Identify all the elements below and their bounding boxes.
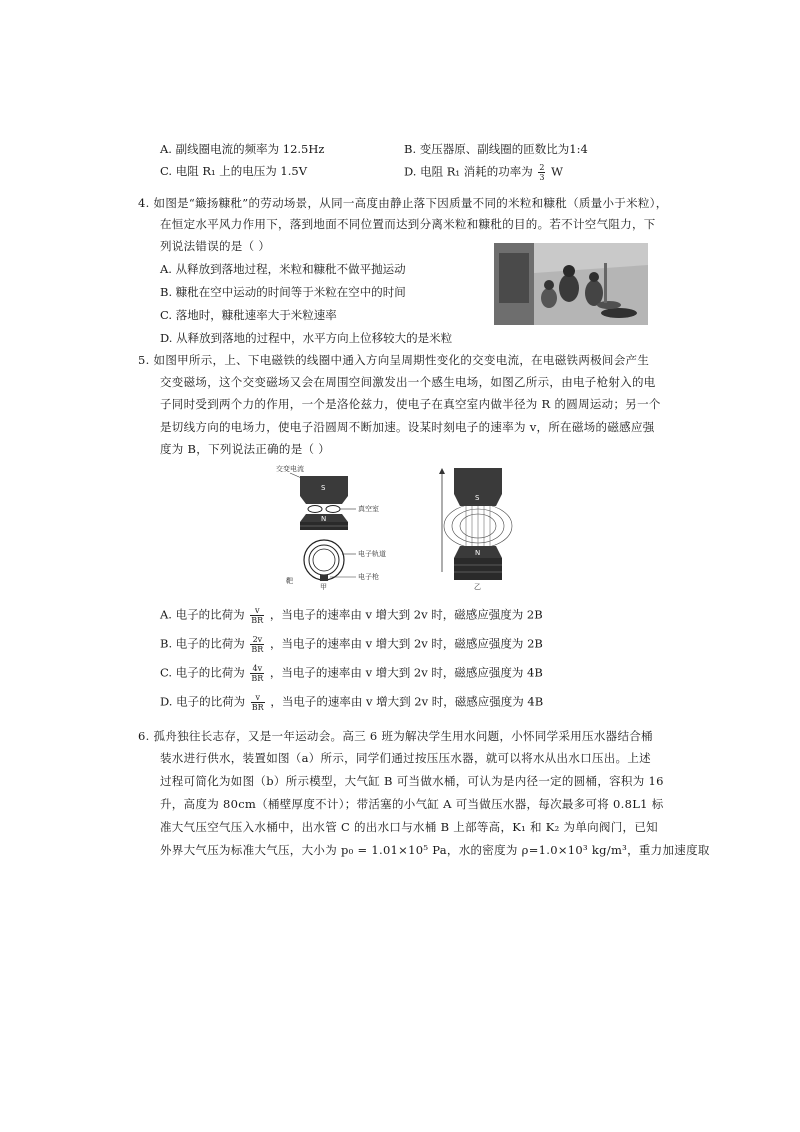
q3-option-d [404, 163, 563, 182]
q5-option-d-prefix: D. 电子的比荷为 [160, 694, 246, 709]
q5-option-c-fraction [250, 664, 264, 683]
q5-stem-line-3: 子同时受到两个力的作用，一个是洛伦兹力，使电子在真空室内做半径为 R 的圆周运动；另一个 [160, 397, 661, 411]
label-electron-gun: 电子枪 [358, 573, 379, 581]
fraction-denominator: BR [251, 674, 264, 683]
q5-option-c-prefix: C. 电子的比荷为 [160, 665, 245, 680]
q5-option-b [160, 635, 543, 654]
q4-stem-line-3: 列说法错误的是（ ） [160, 239, 271, 253]
label-electron-orbit: 电子轨道 [358, 550, 386, 558]
q3-option-a: A. 副线圈电流的频率为 12.5Hz [160, 142, 325, 156]
q5-option-a [160, 606, 543, 625]
q6-stem-line-3: 过程可简化为如图（b）所示模型，大气缸 B 可当做水桶，可认为是内径一定的圆桶，容积为 16 [160, 774, 664, 788]
figure-jia-betatron-diagram [270, 462, 400, 590]
q5-option-b-prefix: B. 电子的比荷为 [160, 636, 245, 651]
fraction-denominator: BR [251, 645, 264, 654]
q5-stem-line-1: 5. 如图甲所示，上、下电磁铁的线圈中通入方向呈周期性变化的交变电流，在电磁铁两极间会产生 [138, 353, 650, 367]
q5-option-a-prefix: A. 电子的比荷为 [160, 607, 245, 622]
q5-option-c [160, 664, 543, 683]
q3-option-d-unit: W [551, 164, 563, 179]
label-ac-current: 交变电流 [276, 465, 304, 473]
q5-stem-line-5: 度为 B，下列说法正确的是（ ） [160, 442, 331, 456]
q5-option-b-suffix: ，当电子的速率由 v 增大到 2v 时，磁感应强度为 2B [269, 636, 543, 651]
winnowing-scene-image [494, 243, 648, 325]
q5-option-c-suffix: ，当电子的速率由 v 增大到 2v 时，磁感应强度为 4B [269, 665, 543, 680]
label-figure-jia: 甲 [320, 583, 327, 590]
q5-stem-line-2: 交变磁场，这个交变磁场又会在周围空间激发出一个感生电场，如图乙所示，由电子枪射入的电 [160, 375, 656, 389]
q6-stem-line-5: 准大气压空气压入水桶中，出水管 C 的出水口与水桶 B 上部等高，K₁ 和 K₂ 为单向阀门，已知 [160, 820, 658, 834]
q3-option-d-text: D. 电阻 R₁ 消耗的功率为 [404, 164, 533, 179]
q3-option-d-fraction [538, 163, 545, 182]
q5-option-d-suffix: ，当电子的速率由 v 增大到 2v 时，磁感应强度为 4B [270, 694, 544, 709]
q3-option-b: B. 变压器原、副线圈的匝数比为1:4 [404, 142, 588, 156]
q5-stem-line-4: 是切线方向的电场力，使电子沿圆周不断加速。设某时刻电子的速率为 v，所在磁场的磁感应强 [160, 420, 655, 434]
label-s-pole: S [321, 484, 326, 492]
q4-option-a: A. 从释放到落地过程，米粒和糠秕不做平抛运动 [160, 262, 406, 276]
q5-option-a-fraction [250, 606, 264, 625]
q4-option-b: B. 糠秕在空中运动的时间等于米粒在空中的时间 [160, 285, 406, 299]
label-target: 靶 [286, 577, 293, 585]
fraction-numerator: v [250, 606, 264, 616]
fraction-denominator: BR [251, 703, 264, 712]
q6-stem-line-6: 外界大气压为标准大气压，大小为 p₀ = 1.01×10⁵ Pa，水的密度为 ρ=1.0×10³ kg/m³，重力加速度取 [160, 843, 710, 857]
q4-stem-line-1: 4. 如图是“簸扬糠秕”的劳动场景，从同一高度由静止落下因质量不同的米粒和糠秕（质量小于米粒）， [138, 196, 668, 210]
label-n-pole: N [321, 515, 327, 523]
label-vacuum-chamber: 真空室 [358, 505, 379, 513]
figure-yi-field-diagram [420, 462, 530, 590]
fraction-numerator: v [251, 693, 265, 703]
fraction-denominator: BR [251, 616, 264, 625]
q4-stem-line-2: 在恒定水平风力作用下，落到地面不同位置而达到分离米粒和糠秕的目的。若不计空气阻力，下 [160, 217, 656, 231]
q4-option-c: C. 落地时，糠秕速率大于米粒速率 [160, 308, 337, 322]
fraction-numerator: 2v [250, 635, 264, 645]
label-n-pole-yi: N [475, 549, 481, 557]
fraction-numerator: 4v [250, 664, 264, 674]
q5-option-d [160, 693, 543, 712]
q5-option-a-suffix: ，当电子的速率由 v 增大到 2v 时，磁感应强度为 2B [269, 607, 543, 622]
q5-option-b-fraction [250, 635, 264, 654]
fraction-denominator: 3 [539, 173, 545, 182]
q3-option-c: C. 电阻 R₁ 上的电压为 1.5V [160, 164, 308, 178]
label-s-pole-yi: S [475, 494, 480, 502]
q5-option-d-fraction [251, 693, 265, 712]
label-figure-yi: 乙 [474, 583, 481, 590]
q6-stem-line-1: 6. 孤舟独往长志存，又是一年运动会。高三 6 班为解决学生用水问题，小怀同学采用压水器结合桶 [138, 729, 653, 743]
q6-stem-line-2: 装水进行供水，装置如图（a）所示，同学们通过按压压水器，就可以将水从出水口压出。上述 [160, 751, 651, 765]
q6-stem-line-4: 升，高度为 80cm（桶壁厚度不计）；带活塞的小气缸 A 可当做压水器，每次最多可将 0.8L1 标 [160, 797, 664, 811]
q4-option-d: D. 从释放到落地的过程中，水平方向上位移较大的是米粒 [160, 331, 453, 345]
fraction-numerator: 2 [539, 163, 545, 172]
